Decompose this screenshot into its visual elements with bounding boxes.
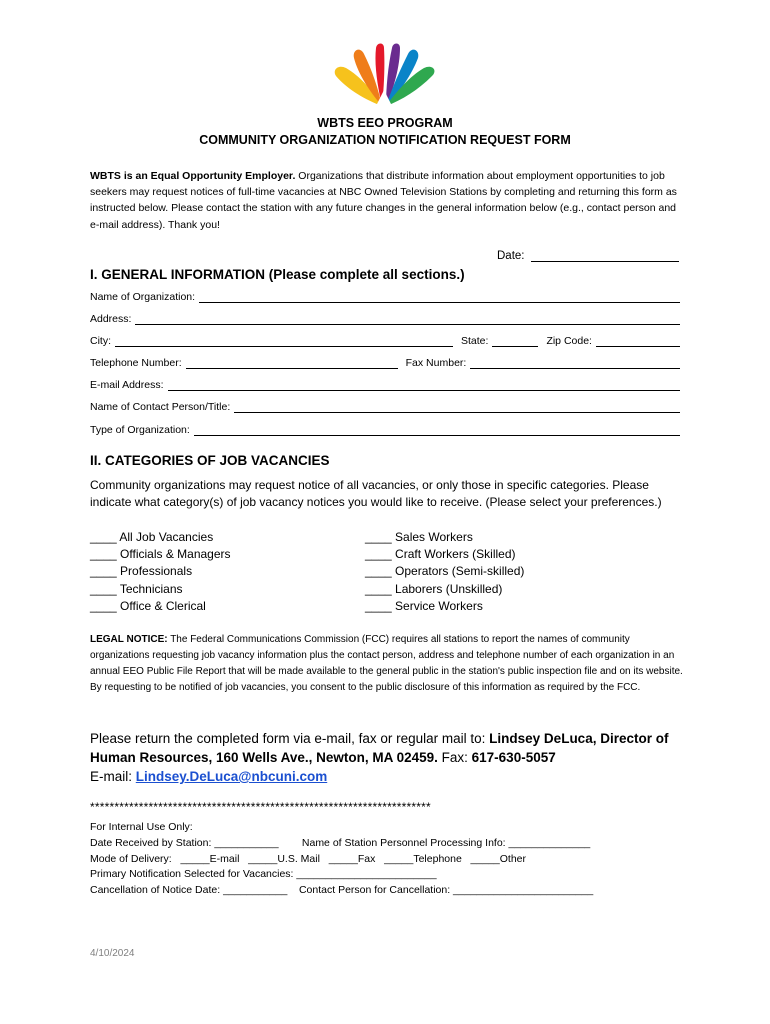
category-option[interactable]: ____ Office & Clerical [90,598,206,613]
date-field [497,249,679,262]
org-type-input-line[interactable] [194,424,680,436]
category-option[interactable]: ____ Technicians [90,581,183,596]
zip-input-line[interactable] [596,335,680,347]
legal-body: The Federal Communications Commission (FCC) requires all stations to report the names of community organizations requesting job vacancy information plus the contact person, address and telephone number of each organization in an annual EEO Public File Report that will be made available to the general public in the station's public inspection file and on its website. By requesting to be notified of job vacancies, you consent to the public disclosure of this information as required by the FCC. [90,634,683,693]
separator-line: ********************************************************************** [90,800,431,814]
category-option[interactable]: ____ Laborers (Unskilled) [365,581,503,596]
footer-date: 4/10/2024 [90,948,135,959]
org-name-input-line[interactable] [199,291,680,303]
return-instructions [90,729,690,786]
telephone-label: Telephone Number: [90,357,182,369]
org-name-field [90,291,680,303]
contact-label: Name of Contact Person/Title: [90,401,231,413]
category-list-left [90,529,231,615]
return-lead: Please return the completed form via e-mail, fax or regular mail to: [90,731,490,746]
legal-label: LEGAL NOTICE: [90,634,168,645]
address-field [90,313,680,325]
return-fax-number: 617-630-5057 [471,750,556,765]
section2-description: Community organizations may request notice of all vacancies, or only those in specific categories. Please indicate what category(s) of job vacancy notices you would like to receive. (Please select your preferences.) [90,478,662,509]
org-type-field [90,424,680,436]
address-input-line[interactable] [135,313,680,325]
date-label: Date: [497,250,525,262]
intro-bold-lead: WBTS is an Equal Opportunity Employer. [90,170,296,182]
category-option[interactable]: ____ Sales Workers [365,530,473,544]
category-option[interactable]: ____ Officials & Managers [90,547,231,562]
internal-use-section [90,820,593,899]
phone-fax-row [90,357,680,369]
nbc-peacock-logo [326,40,442,110]
return-email-link[interactable]: Lindsey.DeLuca@nbcuni.com [135,769,328,784]
contact-field [90,401,680,413]
address-label: Address: [90,313,132,325]
return-recipient: Lindsey DeLuca, Director of Human Resources, 160 Wells Ave., Newton, MA 02459. [90,731,669,765]
category-option[interactable]: ____ Craft Workers (Skilled) [365,547,516,562]
internal-line: Mode of Delivery: _____E-mail _____U.S. Mail _____Fax _____Telephone _____Other [90,852,527,865]
fax-label-return: Fax: [437,750,472,765]
legal-notice [90,632,685,696]
category-list-right [365,529,524,615]
org-name-label: Name of Organization: [90,291,196,303]
email-input-line[interactable] [168,379,680,391]
form-title: COMMUNITY ORGANIZATION NOTIFICATION REQUEST FORM [199,133,571,147]
fax-label: Fax Number: [405,357,467,369]
intro-paragraph [90,168,682,233]
section1-heading: I. GENERAL INFORMATION (Please complete all sections.) [90,267,465,282]
contact-input-line[interactable] [234,401,680,413]
category-option[interactable]: ____ All Job Vacancies [90,530,214,544]
state-input-line[interactable] [492,335,538,347]
org-type-label: Type of Organization: [90,424,190,436]
email-label: E-mail Address: [90,379,164,391]
email-field [90,379,680,391]
date-input-line[interactable] [531,249,679,262]
category-option[interactable]: ____ Service Workers [365,598,483,613]
intro-body: Organizations that distribute information about employment opportunities to job seekers may request notices of full-time vacancies at NBC Owned Television Stations by completing and returning this form as instructed below. Please contact the station with any future changes in the general information below (e.g., contact person and e-mail address). Thank you! [90,170,677,231]
form-title-program: WBTS EEO PROGRAM [317,116,453,130]
internal-line: For Internal Use Only: [90,821,193,833]
internal-line: Date Received by Station: ___________ Name of Station Personnel Processing Info: ______________ [90,836,591,849]
telephone-input-line[interactable] [186,357,398,369]
fax-input-line[interactable] [470,357,680,369]
section2-heading: II. CATEGORIES OF JOB VACANCIES [90,453,330,468]
internal-line: Primary Notification Selected for Vacancies: ________________________ [90,868,437,881]
email-label-return: E-mail: [90,769,136,784]
city-input-line[interactable] [115,335,453,347]
state-label: State: [461,335,489,347]
internal-line: Cancellation of Notice Date: ___________ Contact Person for Cancellation: ________________________ [90,884,594,897]
city-label: City: [90,335,111,347]
city-state-zip-row [90,335,680,347]
category-option[interactable]: ____ Professionals [90,564,193,579]
category-option[interactable]: ____ Operators (Semi-skilled) [365,564,525,579]
zip-label: Zip Code: [546,335,592,347]
